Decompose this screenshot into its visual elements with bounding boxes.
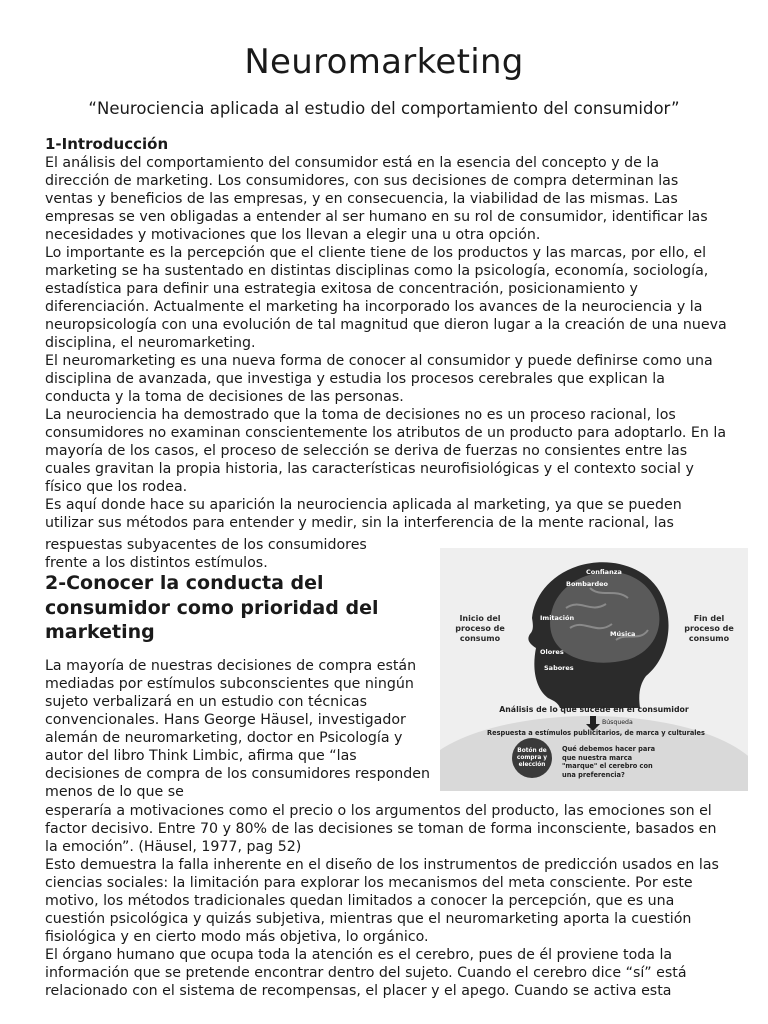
figure-label-end: Fin del proceso de consumo <box>684 614 734 643</box>
paragraph-section2-narrow: La mayoría de nuestras decisiones de compra están mediadas por estímulos subconscientes que ningún sujeto verbalizará en un estudio con técnicas convencionales. Hans George Häusel, investigador alemán de neuromarketing, doctor en Psicología y autor del libro Think Limbic, afirma que “las decisiones de compra de los consumidores responden menos de lo que se <box>45 658 430 800</box>
paragraph: El neuromarketing es una nueva forma de conocer al consumidor y puede definirse como una disciplina de avanzada, que investiga y estudia los procesos cerebrales que explican la conducta y la toma de decisiones de las personas. <box>45 353 713 405</box>
buy-button-label: Botón de compra y elección <box>516 747 548 768</box>
paragraph: esperaría a motivaciones como el precio o los argumentos del producto, las emociones son el factor decisivo. Entre 70 y 80% de las decisiones se toman de forma inconsciente, basados en la emoción”. (Häusel, 1977, pag 52) <box>45 803 717 855</box>
paragraph: El análisis del comportamiento del consumidor está en la esencia del concepto y de la dirección de marketing. Los consumidores, con sus decisiones de compra determinan las ventas y beneficios de las empresas, y en consecuencia, la viabilidad de las mismas. Las empresas se ven obligadas a entender al ser humano en su rol de consumidor, identificar las necesidades y motivaciones que los llevan a elegir una u otra opción. <box>45 155 708 243</box>
figure-question: Qué debemos hacer para que nuestra marca "marque" el cerebro con una preferencia? <box>562 745 656 779</box>
figure-label-start: Inicio del proceso de consumo <box>455 614 505 643</box>
paragraph: La neurociencia ha demostrado que la toma de decisiones no es un proceso racional, los consumidores no examinan conscientemente los atributos de un producto para adoptarlo. En la mayoría de los casos, el proceso de selección se deriva de fuerzas no consientes entre las cuales gravitan la propia historia, las características neurofisiológicas y el contexto social y físico que los rodea. <box>45 407 727 495</box>
paragraph: El órgano humano que ocupa toda la atención es el cerebro, pues de él proviene toda la información que se pretende encontrar dentro del sujeto. Cuando el cerebro dice “sí” está relacionado con el sistema de recompensas, el placer y el apego. Cuando se activa esta <box>45 947 687 999</box>
paragraph: Es aquí donde hace su aparición la neurociencia aplicada al marketing, ya que se pueden utilizar sus métodos para entender y medir, sin la interferencia de la mente racional, las <box>45 497 682 531</box>
brain-label: Bombardeo <box>566 580 608 588</box>
brain-label: Confianza <box>586 568 622 576</box>
paragraph: Esto demuestra la falla inherente en el diseño de los instrumentos de predicción usados en las ciencias sociales: la limitación para explorar los mecanismos del meta consciente. Por este motivo, los métodos tradicionales quedan limitados a conocer la percepción, que es una cuestión psicológica y quizás subjetiva, mientras que el neuromarketing aporta la cuestión fisiológica y en cierto modo más objetiva, lo orgánico. <box>45 857 719 945</box>
page-title: Neuromarketing <box>244 42 524 82</box>
page-subtitle: “Neurociencia aplicada al estudio del comportamiento del consumidor” <box>88 99 680 118</box>
buy-button-graphic <box>512 738 552 778</box>
paragraph-intro-tail: respuestas subyacentes de los consumidores frente a los distintos estímulos. <box>45 537 367 571</box>
brain-label: Sabores <box>544 664 574 672</box>
section-intro-body <box>45 154 727 532</box>
brain-label: Música <box>610 630 636 638</box>
paragraph: Lo importante es la percepción que el cliente tiene de los productos y las marcas, por ello, el marketing se ha sustentado en distintas disciplinas como la psicología, economía, sociología, estadística para definir una estrategia exitosa de concentración, posicionamiento y diferenciación. Actualmente el marketing ha incorporado los avances de la neurociencia y la neuropsicología con una evolución de tal magnitud que dieron lugar a la creación de una nueva disciplina, el neuromarketing. <box>45 245 727 351</box>
section-heading-introduccion: 1-Introducción <box>45 135 169 153</box>
neuromarketing-figure <box>440 548 748 791</box>
brain-label: Olores <box>540 648 564 656</box>
figure-search-label: Búsqueda <box>602 719 633 726</box>
section-conducta-body <box>45 802 727 1000</box>
section-heading-conducta: 2-Conocer la conducta del consumidor como prioridad del marketing <box>45 572 379 643</box>
brain-label: Imitación <box>540 614 575 622</box>
figure-caption: Análisis de lo que sucede en el consumidor <box>499 705 689 714</box>
figure-response-label: Respuesta a estímulos publicitarios, de marca y culturales <box>487 729 705 737</box>
